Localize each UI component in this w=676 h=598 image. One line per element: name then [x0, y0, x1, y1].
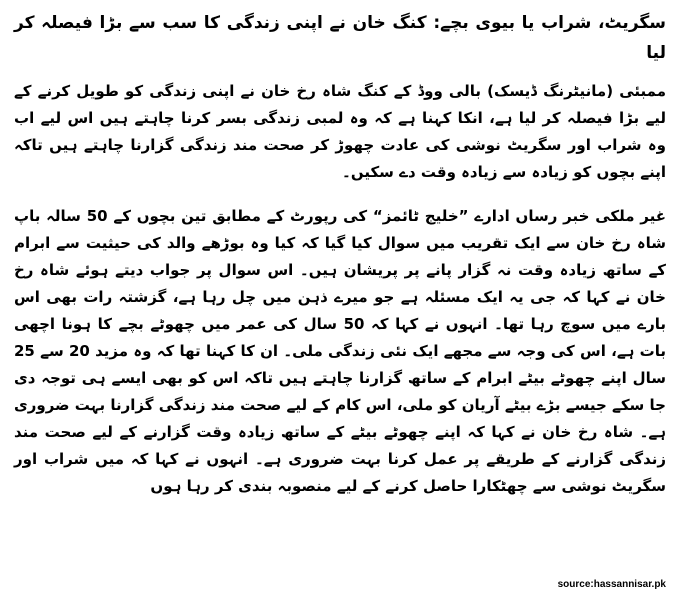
article-paragraph: ممبئی (مانیٹرنگ ڈیسک) بالی ووڈ کے کنگ شاہ رخ خان نے اپنی زندگی کو طویل کرنے کے لیے بڑا فیصلہ کر لیا ہے، انکا کہنا ہے کہ وہ لمبی زندگی بسر کرنا چاہتے ہیں اس لیے اب وہ شراب اور سگریٹ نوشی کی عادت چھوڑ کر صحت مند زندگی گزارنا چاہتے ہیں تاکہ اپنے بچوں کو زیادہ سے زیادہ وقت دے سکیں۔	[14, 82, 666, 181]
source-credit: source:hassannisar.pk	[557, 579, 666, 590]
article-paragraph: غیر ملکی خبر رساں ادارے ”خلیج ٹائمز“ کی رپورٹ کے مطابق تین بچوں کے 50 سالہ باپ شاہ رخ خان سے ایک تقریب میں سوال کیا گیا کہ کیا وہ بوڑھے والد کی حیثیت سے ابرام کے ساتھ زیادہ وقت نہ گزار پانے پر پریشان ہیں۔ اس سوال پر جواب دیتے ہوئے شاہ رخ خان نے کہا کہ جی یہ ایک مسئلہ ہے جو میرے ذہن میں چل رہا ہے، گزشتہ رات بھی اس بارے میں سوچ رہا تھا۔ انہوں نے کہا کہ 50 سال کی عمر میں چھوٹے بچے کا ہونا اچھی بات ہے، اس کی وجہ سے مجھے ایک نئی زندگی ملی۔ ان کا کہنا تھا کہ وہ مزید 20 سے 25 سال اپنے چھوٹے بیٹے ابرام کے ساتھ گزارنا چاہتے ہیں تاکہ اس کو بھی ایسے ہی توجہ دی جا سکے جیسے بڑے بیٹے آریان کو ملی، اس کام کے لیے صحت مند زندگی گزارنا بہت ضروری ہے۔ شاہ رخ خان نے کہا کہ اپنے چھوٹے بیٹے کے ساتھ زیادہ وقت گزارنے کے لیے صحت مند زندگی گزارنے کے طریقے پر عمل کرنا بہت ضروری ہے۔ انہوں نے کہا کہ میں شراب اور سگریٹ نوشی سے چھٹکارا حاصل کرنے کے لیے منصوبہ بندی کر رہا ہوں	[14, 207, 667, 495]
article	[14, 8, 666, 500]
article-headline: سگریٹ، شراب یا بیوی بچے: کنگ خان نے اپنی زندگی کا سب سے بڑا فیصلہ کر لیا	[14, 13, 666, 63]
